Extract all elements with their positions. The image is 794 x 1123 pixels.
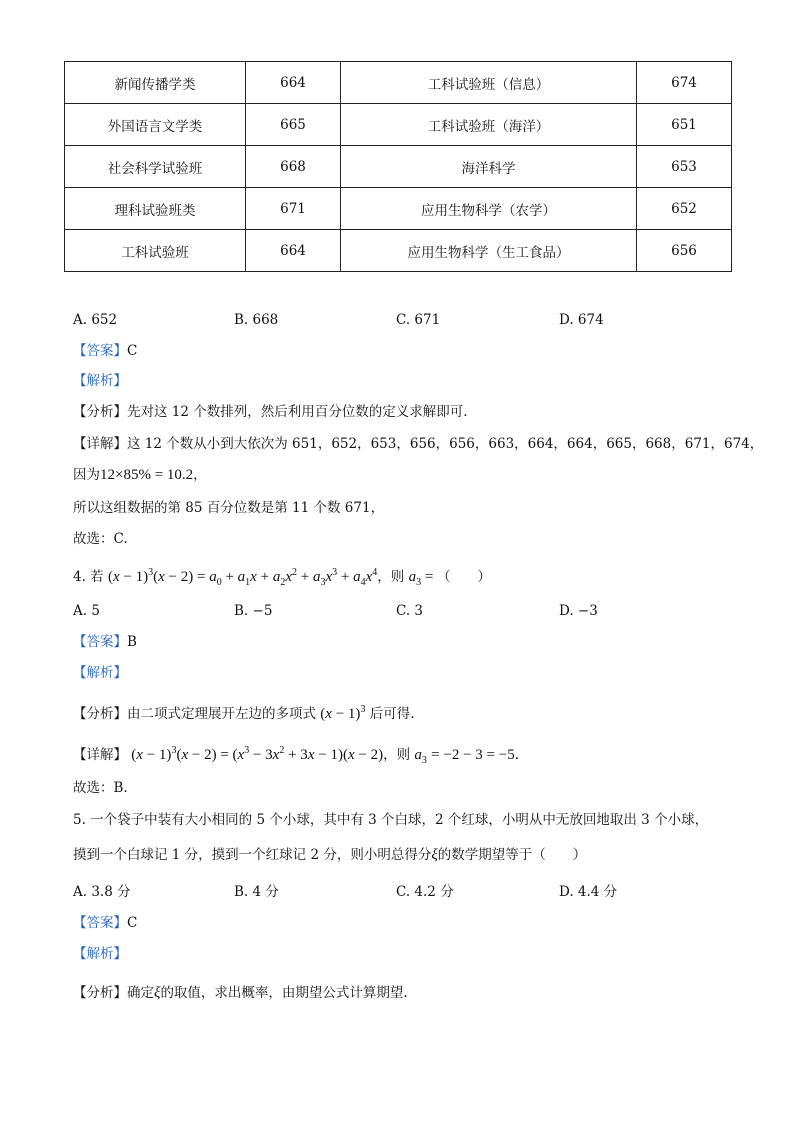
major-cell: 应用生物科学（生工食品） [341,230,637,272]
q4-options [73,601,753,621]
q4-option-b[interactable]: B. −5 [234,603,273,619]
q3-calc-prefix: 因为 [73,467,100,483]
q4-fenxi-math: $(x - 1)^3$ [320,704,366,722]
xi-symbol: ξ [154,985,161,1001]
q4-answer [73,632,137,652]
q4-target: $a_3$ = [408,569,438,588]
analysis-tag: 【解析】 [73,373,127,389]
score-cell: 665 [246,104,341,146]
q3-option-c[interactable]: C. 671 [396,312,441,328]
score-table-body [65,62,732,272]
answer-tag: 【答案】 [73,915,127,931]
q3-fenxi-text: 先对这 12 个数排列，然后利用百分位数的定义求解即可. [127,404,468,420]
major-cell: 工科试验班（信息） [341,62,637,104]
q5-stem-line-1: 5. 一个袋子中装有大小相同的 5 个小球，其中有 3 个白球，2 个红球，小明从中无放回地取出 3 个小球， [73,812,709,828]
q5-option-b[interactable]: B. 4 分 [234,884,279,900]
score-cell: 668 [246,146,341,188]
q3-option-d[interactable]: D. 674 [559,312,604,328]
q4-equation: $(x - 1)^3(x - 2) = a_0 + a_1x + a_2x^2 + a_3x^3 + a_4x^4$ [107,567,378,588]
score-cell: 656 [637,230,732,272]
q3-options [73,310,753,330]
q4-paren: （ ） [437,569,492,585]
q4-analysis [73,663,127,683]
q4-xiangjie-var: $a_3$ [414,747,427,766]
table-row [65,146,732,188]
xiangjie-tag: 【详解】 [73,436,127,452]
q4-fenxi [73,700,415,724]
q5-option-a[interactable]: A. 3.8 分 [73,884,131,900]
table-row [65,230,732,272]
q3-analysis [73,371,127,391]
q4-option-d[interactable]: D. −3 [559,603,598,619]
q4-option-c[interactable]: C. 3 [396,603,424,619]
major-cell: 外国语言文学类 [65,104,246,146]
q3-fenxi [73,402,468,422]
score-table [64,61,732,272]
q3-calc-math: 12×85% = 10.2 [100,467,194,483]
table-row [65,62,732,104]
q5-fenxi-post: 的取值，求出概率，由期望公式计算期望. [160,985,408,1001]
q4-then: ，则 [377,569,405,585]
q5-stem-post: 的数学期望等于（ ） [437,847,587,863]
table-row [65,104,732,146]
score-cell: 664 [246,230,341,272]
xiangjie-tag: 【详解】 [73,747,127,763]
q4-number: 4. 若 [73,569,104,585]
q5-fenxi-pre: 确定 [127,985,154,1001]
q3-answer-value: C [127,343,138,359]
score-cell: 664 [246,62,341,104]
q4-xiangjie [73,741,519,771]
score-cell: 653 [637,146,732,188]
q4-fenxi-pre: 由二项式定理展开左边的多项式 [127,706,316,722]
q4-fenxi-post: 后可得. [369,706,415,722]
q4-option-a[interactable]: A. 5 [73,603,100,619]
answer-tag: 【答案】 [73,343,127,359]
q3-calc-line [73,465,207,485]
q3-choice: 故选：C. [73,531,128,547]
q5-fenxi [73,983,408,1003]
q5-stem-pre: 摸到一个白球记 1 分，摸到一个红球记 2 分，则小明总得分 [73,847,432,863]
major-cell: 新闻传播学类 [65,62,246,104]
q3-xiangjie [73,434,763,454]
major-cell: 社会科学试验班 [65,146,246,188]
q5-answer-value: C [127,915,138,931]
score-cell: 652 [637,188,732,230]
q5-options [73,882,753,902]
q5-option-c[interactable]: C. 4.2 分 [396,884,454,900]
major-cell: 应用生物科学（农学） [341,188,637,230]
score-cell: 651 [637,104,732,146]
q5-option-d[interactable]: D. 4.4 分 [559,884,618,900]
q4-stem [73,563,491,593]
q4-xiangjie-end: . [514,747,520,763]
major-cell: 海洋科学 [341,146,637,188]
q4-choice: 故选：B. [73,780,128,796]
q5-answer [73,913,137,933]
q3-calc-suffix: ， [193,467,207,483]
q5-analysis [73,944,127,964]
analysis-tag: 【解析】 [73,665,127,681]
q3-xiangjie-text: 这 12 个数从小到大依次为 651，652，653，656，656，663，664，664，665，668，671，674， [127,436,764,452]
major-cell: 工科试验班（海洋） [341,104,637,146]
major-cell: 工科试验班 [65,230,246,272]
q4-answer-value: B [127,634,137,650]
q3-option-b[interactable]: B. 668 [234,312,279,328]
q3-option-a[interactable]: A. 652 [73,312,118,328]
major-cell: 理科试验班类 [65,188,246,230]
q3-conclusion-line: 所以这组数据的第 85 百分位数是第 11 个数 671， [73,500,385,516]
xi-symbol: ξ [431,847,438,863]
fenxi-tag: 【分析】 [73,706,127,722]
fenxi-tag: 【分析】 [73,985,127,1001]
q4-xiangjie-result: = −2 − 3 = −5 [431,747,515,763]
score-cell: 674 [637,62,732,104]
analysis-tag: 【解析】 [73,946,127,962]
fenxi-tag: 【分析】 [73,404,127,420]
q3-answer [73,341,137,361]
q4-xiangjie-math: $(x - 1)^3(x - 2) = (x^3 - 3x^2 + 3x - 1)(x - 2)$ [131,745,384,763]
score-cell: 671 [246,188,341,230]
answer-tag: 【答案】 [73,634,127,650]
q4-xiangjie-then: ，则 [383,747,411,763]
q5-stem-line-2 [73,845,586,865]
table-row [65,188,732,230]
